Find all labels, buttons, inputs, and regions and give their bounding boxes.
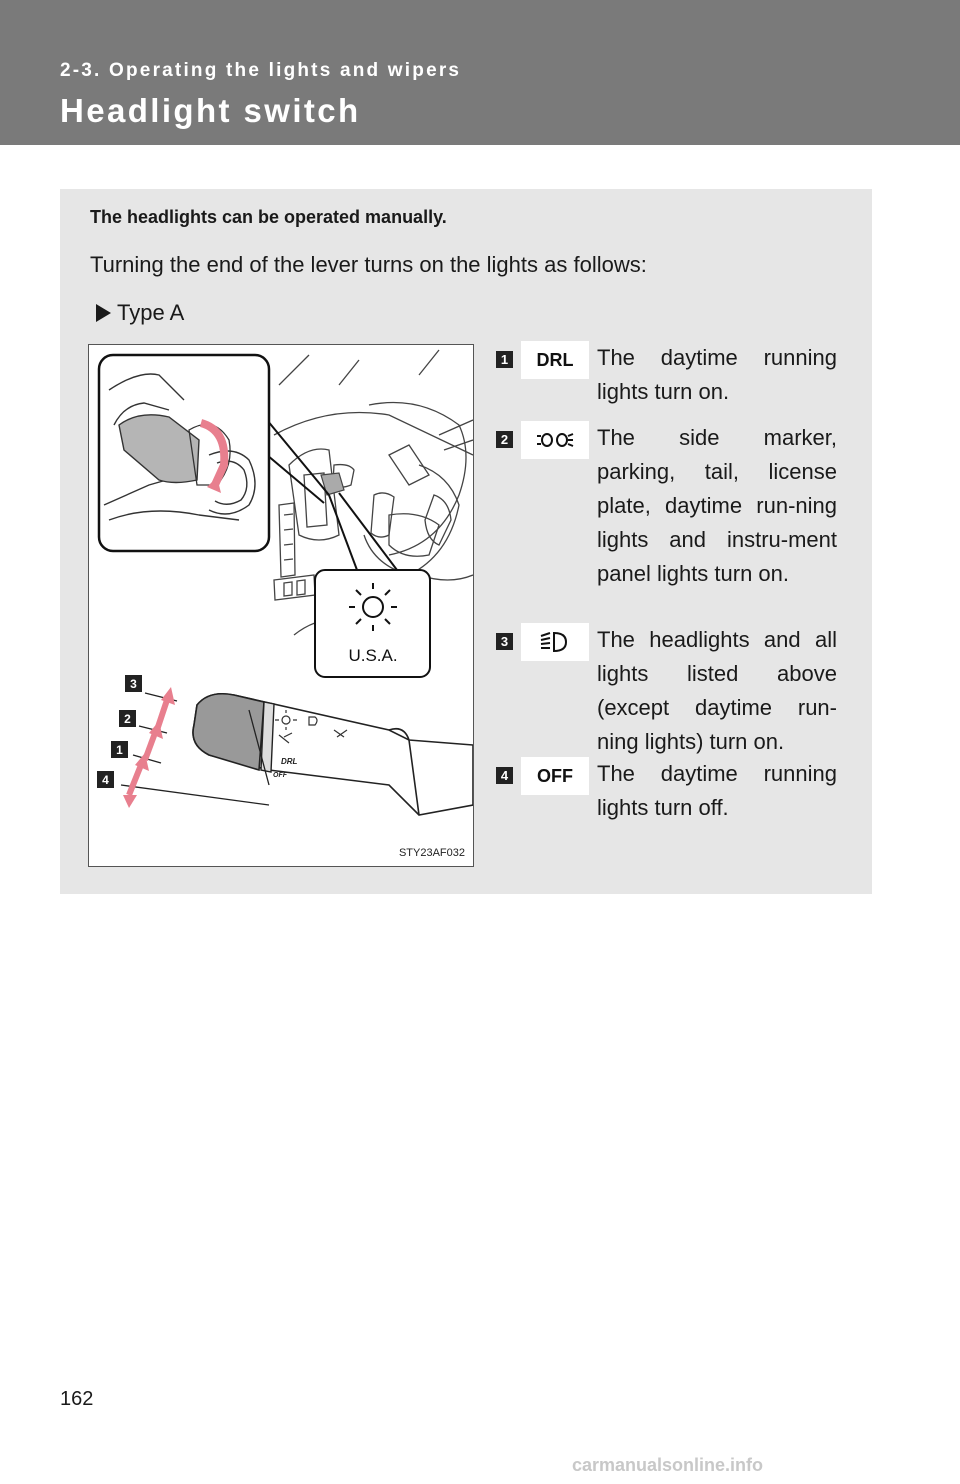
region-label: U.S.A. bbox=[348, 646, 398, 665]
item-number-badge: 2 bbox=[496, 431, 513, 448]
side-marker-light-icon bbox=[521, 421, 589, 459]
lever-label-2: 2 bbox=[124, 712, 131, 726]
item-description: The daytime running lights turn on. bbox=[597, 345, 837, 404]
page-header bbox=[0, 0, 960, 145]
lever-label-3: 3 bbox=[130, 677, 137, 691]
page-number: 162 bbox=[60, 1388, 94, 1410]
item-number-badge: 1 bbox=[496, 351, 513, 368]
figure-code: STY23AF032 bbox=[398, 847, 465, 859]
page-title: Headlight switch bbox=[60, 92, 361, 129]
type-label bbox=[96, 300, 184, 326]
pointer-triangle-icon bbox=[96, 304, 111, 322]
info-panel bbox=[60, 189, 872, 894]
section-title: 2-3. Operating the lights and wipers bbox=[60, 60, 462, 81]
lever-mark-drl: DRL bbox=[281, 757, 298, 766]
drl-icon: DRL bbox=[521, 341, 589, 379]
item-number-badge: 4 bbox=[496, 767, 513, 784]
item-description: The daytime running lights turn off. bbox=[597, 761, 837, 820]
lever-label-4: 4 bbox=[102, 773, 109, 787]
lead-text: The headlights can be operated manually. bbox=[90, 207, 447, 227]
lever-mark-off: OFF bbox=[273, 772, 287, 779]
item-description: The side marker, parking, tail, license plate, daytime run-ning lights and instru-ment panel lights turn on. bbox=[597, 425, 837, 586]
lever-label-1: 1 bbox=[116, 743, 123, 757]
intro-text: Turning the end of the lever turns on the lights as follows: bbox=[90, 252, 647, 277]
off-icon: OFF bbox=[521, 757, 589, 795]
lever-illustration bbox=[88, 344, 474, 867]
item-number-badge: 3 bbox=[496, 633, 513, 650]
watermark: carmanualsonline.info bbox=[572, 1455, 764, 1475]
headlight-icon bbox=[521, 623, 589, 661]
lever-illustration-svg bbox=[89, 345, 473, 866]
type-label-text: Type A bbox=[117, 300, 185, 325]
item-description: The headlights and all lights listed above (except daytime run-ning lights) turn on. bbox=[597, 627, 837, 754]
